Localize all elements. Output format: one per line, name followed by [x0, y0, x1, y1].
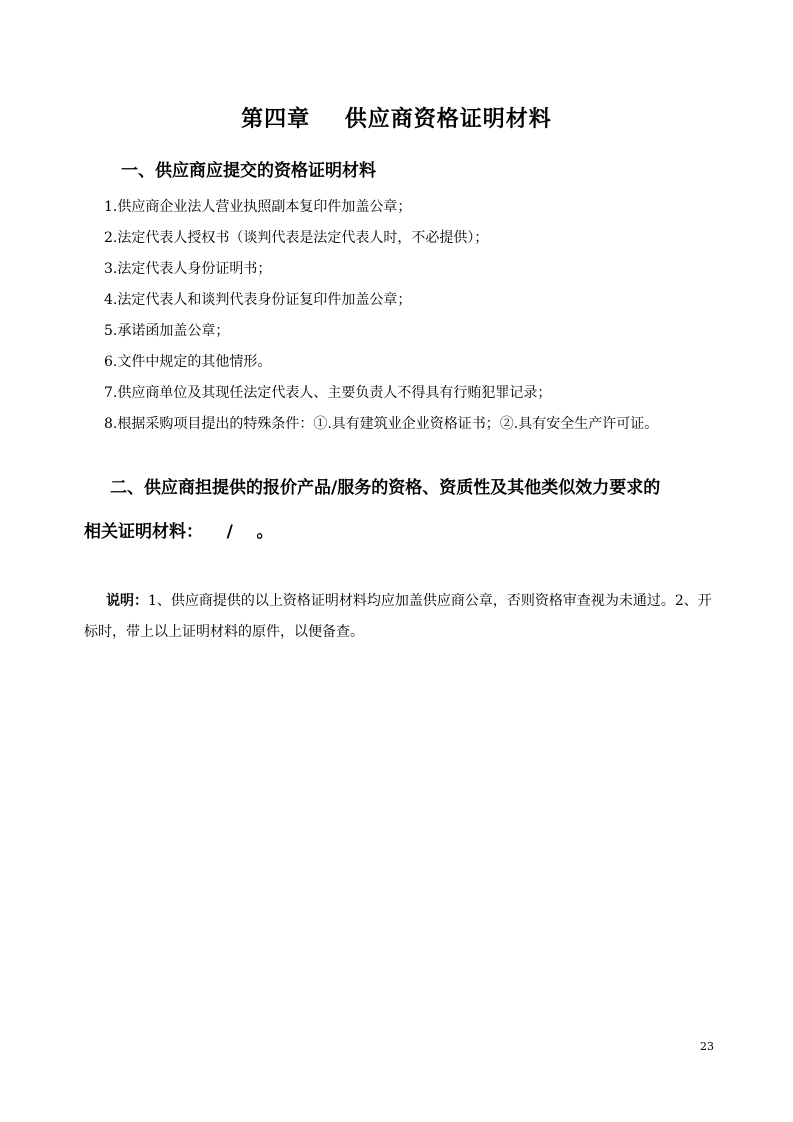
list-item: 7.供应商单位及其现任法定代表人、主要负责人不得具有行贿犯罪记录；: [104, 385, 552, 401]
list-item: 2.法定代表人授权书（谈判代表是法定代表人时，不必提供）；: [104, 230, 489, 246]
section2-heading-line1: 二、供应商担提供的报价产品/服务的资格、资质性及其他类似效力要求的: [110, 478, 661, 498]
page-title: 第四章 供应商资格证明材料: [241, 107, 552, 132]
list-item: 5.承诺函加盖公章；: [104, 323, 230, 339]
list-item: 3.法定代表人身份证明书；: [104, 261, 272, 277]
section2-heading: [84, 466, 724, 554]
list-item: 6.文件中规定的其他情形。: [104, 354, 272, 370]
page-number: 23: [700, 1040, 714, 1053]
requirements-list: [104, 192, 744, 440]
section2-heading-line2: 相关证明材料： / 。: [84, 522, 274, 542]
note-text: 1、供应商提供的以上资格证明材料均应加盖供应商公章，否则资格审查视为未通过。2、开标时，带上以上证明材料的原件，以便备查。: [84, 593, 712, 640]
list-item: 4.法定代表人和谈判代表身份证复印件加盖公章；: [104, 292, 412, 308]
list-item: 8.根据采购项目提出的特殊条件：①.具有建筑业企业资格证书；②.具有安全生产许可证。: [104, 416, 659, 432]
list-item: 1.供应商企业法人营业执照副本复印件加盖公章；: [104, 199, 412, 215]
note-label: 说明：: [106, 593, 148, 609]
section1-heading: 一、供应商应提交的资格证明材料: [121, 161, 376, 181]
note-paragraph: [84, 586, 724, 648]
